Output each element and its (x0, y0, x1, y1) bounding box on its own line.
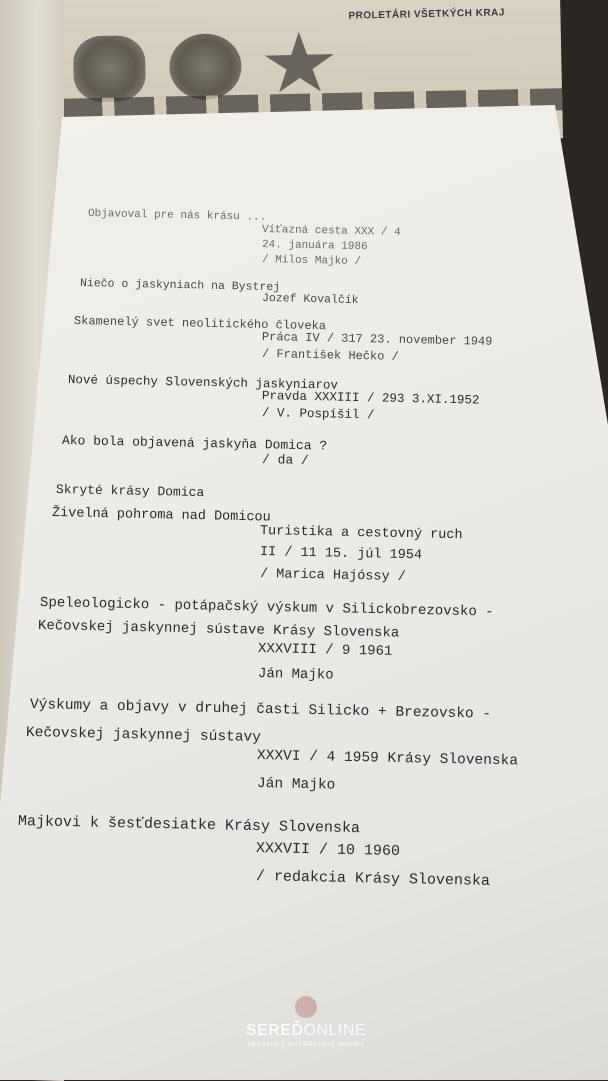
entry-line: XXXVII / 10 1960 (255, 840, 401, 861)
entry-line: Turistika a cestovný ruch (259, 524, 463, 544)
entry-title: Živelná pohroma nad Domicou (51, 506, 271, 526)
brand-tagline: NEZÁVISLÉ INTERNETOVÉ NOVINY (248, 1042, 364, 1048)
star-emblem-icon (263, 31, 336, 98)
entry-line: XXXVI / 4 1959 Krásy Slovenska (256, 748, 519, 770)
entry-line: Jozef Kovalčík (261, 292, 359, 308)
entry-line: / redakcia Krásy Slovenska (255, 868, 491, 890)
entry-line: Pravda XXXIII / 293 3.XI.1952 (261, 389, 480, 408)
entry-line: Ján Majko (257, 666, 334, 684)
entry-title: Skamenelý svet neolitického človeka (73, 314, 327, 334)
entry-line: XXXVIII / 9 1961 (257, 641, 393, 660)
entry-line: / da / (261, 452, 309, 468)
entry-line: / Milos Majko / (261, 254, 362, 269)
emblem-icon (169, 33, 242, 100)
entry-title: Niečo o jaskyniach na Bystrej (79, 277, 281, 295)
entry-title-continued: Kečovskej jaskynnej sústave Krásy Slovenska (37, 618, 400, 642)
watermark (244, 996, 368, 1048)
entry-line: II / 11 15. júl 1954 (259, 545, 423, 564)
entry-title: Speleologicko - potápačský výskum v Silickobrezovsko - (39, 595, 494, 621)
newspaper-header: PROLETÁRI VŠETKÝCH KRAJ (348, 7, 506, 22)
entry-line: / V. Pospíšil / (261, 406, 375, 423)
entry-title: Ako bola objavená jaskyňa Domica ? (61, 433, 328, 454)
brand-name (244, 1022, 368, 1040)
emblem-icon (73, 35, 146, 102)
entry-title: Majkovi k šesťdesiatke Krásy Slovenska (17, 813, 361, 838)
entry-line: 24. januára 1986 (261, 239, 368, 254)
entry-title: Skryté krásy Domica (55, 482, 205, 501)
entry-line: Víťazná cesta XXX / 4 (261, 224, 401, 239)
entry-title: Nové úspechy Slovenských jaskyniarov (67, 373, 339, 393)
entry-title: Objavoval pre nás krásu ... (87, 208, 267, 224)
entry-title: Výskumy a objavy v druhej časti Silicko + Brezovsko - (29, 697, 492, 723)
entry-line: / Marica Hajóssy / (259, 567, 406, 586)
entry-title-continued: Kečovskej jaskynnej sústavy (25, 725, 262, 746)
brand-name-bold: SEREĎ (245, 1022, 304, 1039)
entry-line: Práca IV / 317 23. november 1949 (261, 330, 493, 349)
entry-line: / František Hečko / (261, 347, 399, 364)
entry-line: Ján Majko (256, 776, 336, 794)
brand-logo-icon (295, 996, 317, 1018)
brand-name-light: ONLINE (303, 1022, 367, 1039)
